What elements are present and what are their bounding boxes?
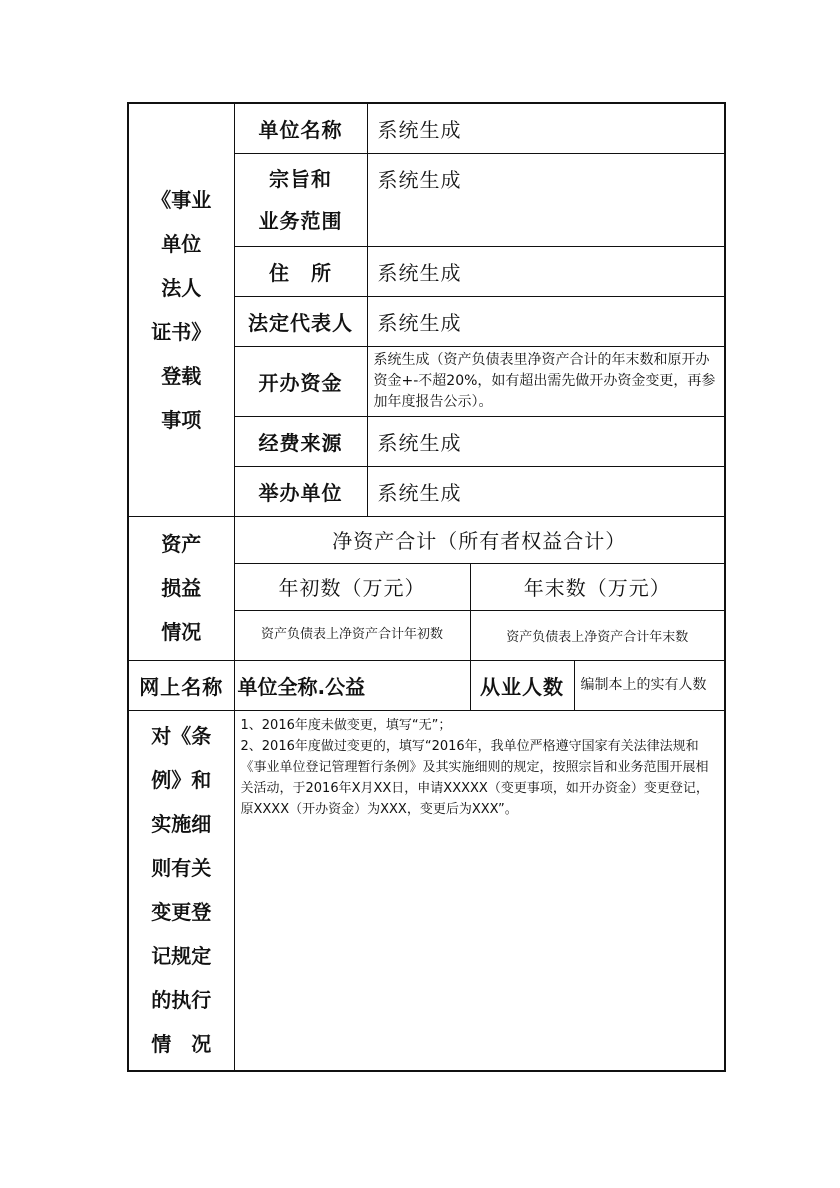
legal-rep-value: 系统生成 — [367, 296, 725, 346]
year-begin-header: 年初数（万元） — [234, 563, 470, 610]
side-label-line: 法人 — [161, 275, 202, 300]
certificate-items-side-label — [128, 103, 234, 516]
row-unit-name — [128, 103, 725, 153]
label-line: 宗旨和 — [269, 166, 332, 191]
side-label-line: 情况 — [161, 620, 202, 644]
online-name-label: 网上名称 — [128, 660, 234, 710]
sponsor-label: 举办单位 — [234, 466, 367, 516]
row-net-assets-header — [128, 516, 725, 563]
compliance-side-label — [128, 710, 234, 1071]
side-label-line: 情 况 — [151, 1032, 212, 1057]
registration-form-table — [127, 102, 726, 1072]
purpose-scope-value: 系统生成 — [367, 153, 725, 246]
online-name-value: 单位全称.公益 — [234, 660, 470, 710]
side-label-line: 《事业 — [151, 187, 212, 212]
compliance-line-1: 1、2016年度未做变更，填写“无”； — [240, 717, 452, 733]
staff-count-label: 从业人数 — [470, 660, 574, 710]
legal-rep-label: 法定代表人 — [234, 296, 367, 346]
net-assets-header: 净资产合计（所有者权益合计） — [234, 516, 725, 563]
staff-count-value: 编制本上的实有人数 — [574, 660, 725, 710]
compliance-line-2: 2、2016年度做过变更的，填写“2016年，我单位严格遵守国家有关法律法规和《事业单位登记管理暂行条例》及其实施细则的规定，按照宗旨和业务范围开展相关活动，于2016年X月XX日，申请XXXXX（变更事项，如开办资金）变更登记，原XXXX（开办资金）为XXX，变更后为XXX”。 — [240, 738, 709, 817]
year-begin-value: 资产负债表上净资产合计年初数 — [234, 610, 470, 660]
side-label-line: 损益 — [161, 576, 202, 600]
row-compliance — [128, 710, 725, 1071]
side-label-line: 则有关 — [151, 856, 212, 881]
unit-name-label: 单位名称 — [234, 103, 367, 153]
side-label-line: 单位 — [161, 231, 202, 256]
funding-source-label: 经费来源 — [234, 416, 367, 466]
start-capital-value: 系统生成（资产负债表里净资产合计的年末数和原开办资金+-不超20%，如有超出需先做开办资金变更，再参加年度报告公示）。 — [367, 346, 725, 416]
year-end-header: 年末数（万元） — [470, 563, 725, 610]
year-end-value: 资产负债表上净资产合计年末数 — [470, 610, 725, 660]
side-label-line: 变更登 — [151, 900, 212, 925]
side-label-line: 实施细 — [151, 812, 212, 837]
side-label-line: 登载 — [161, 363, 202, 388]
purpose-scope-label — [234, 153, 367, 246]
funding-source-value: 系统生成 — [367, 416, 725, 466]
side-label-line: 的执行 — [151, 988, 212, 1013]
address-value: 系统生成 — [367, 246, 725, 296]
row-online-name — [128, 660, 725, 710]
assets-side-label — [128, 516, 234, 660]
side-label-line: 事项 — [161, 407, 202, 432]
side-label-line: 记规定 — [151, 944, 212, 969]
compliance-description — [234, 710, 725, 1071]
unit-name-value: 系统生成 — [367, 103, 725, 153]
start-capital-label: 开办资金 — [234, 346, 367, 416]
side-label-line: 例》和 — [151, 768, 212, 793]
sponsor-value: 系统生成 — [367, 466, 725, 516]
side-label-line: 资产 — [161, 532, 202, 556]
side-label-line: 证书》 — [151, 319, 212, 344]
side-label-line: 对《条 — [151, 724, 212, 749]
address-label: 住 所 — [234, 246, 367, 296]
label-line: 业务范围 — [258, 208, 343, 233]
